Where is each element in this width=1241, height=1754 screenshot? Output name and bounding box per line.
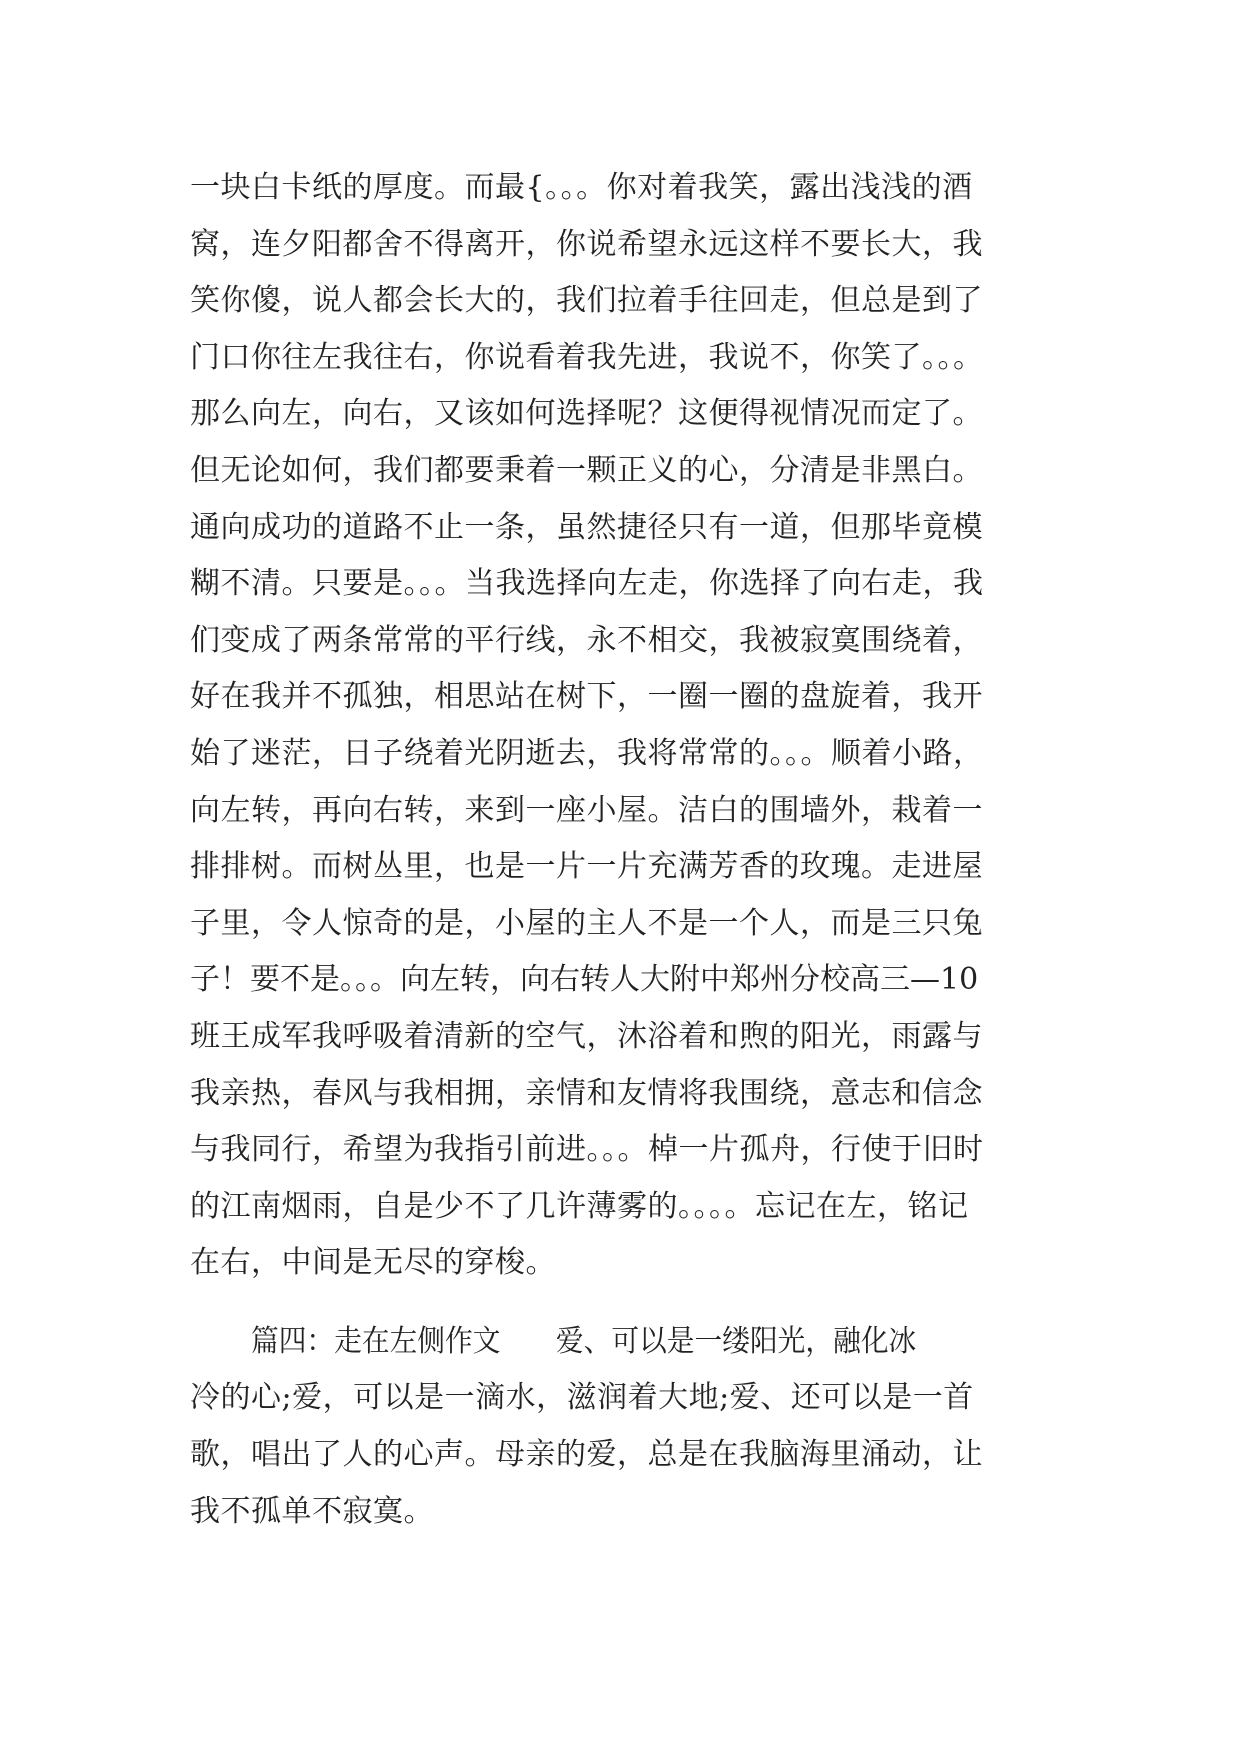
text-line: 但无论如何，我们都要秉着一颗正义的心，分清是非黑白。 [190, 452, 983, 488]
text-line: 通向成功的道路不止一条，虽然捷径只有一道，但那毕竟模 [190, 509, 983, 545]
text-line: 我不孤单不寂寞。 [190, 1493, 434, 1529]
text-line: 那么向左，向右，又该如何选择呢？这便得视情况而定了。 [190, 396, 983, 432]
text-line: 冷的心;爱，可以是一滴水，滋润着大地;爱、还可以是一首 [190, 1380, 974, 1416]
text-line: 笑你傻，说人都会长大的，我们拉着手往回走，但总是到了 [190, 283, 983, 319]
body-text [190, 160, 1060, 1540]
text-line: 篇四：走在左侧作文 爱、可以是一缕阳光，融化冰 [250, 1323, 917, 1359]
text-line: 糊不清。只要是。。。当我选择向左走，你选择了向右走，我 [190, 566, 984, 602]
paragraph-spacer [190, 1292, 1060, 1314]
paragraph-1 [190, 160, 1060, 1292]
text-line: 好在我并不孤独，相思站在树下，一圈一圈的盘旋着，我开 [190, 679, 983, 715]
text-line: 在右，中间是无尽的穿梭。 [190, 1245, 556, 1281]
text-line: 子里，令人惊奇的是，小屋的主人不是一个人，而是三只兔 [190, 905, 983, 941]
text-line: 向左转，再向右转，来到一座小屋。洁白的围墙外，栽着一 [190, 792, 983, 828]
text-line: 歌，唱出了人的心声。母亲的爱，总是在我脑海里涌动，让 [190, 1437, 983, 1473]
text-line: 一块白卡纸的厚度。而最{。。。你对着我笑，露出浅浅的酒 [190, 170, 973, 205]
text-line: 班王成军我呼吸着清新的空气，沐浴着和煦的阳光，雨露与 [190, 1018, 983, 1054]
text-line: 我亲热，春风与我相拥，亲情和友情将我围绕，意志和信念 [190, 1075, 983, 1111]
text-line: 排排树。而树丛里，也是一片一片充满芳香的玫瑰。走进屋 [190, 849, 983, 885]
text-line: 们变成了两条常常的平行线，永不相交，我被寂寞围绕着， [190, 622, 983, 658]
text-line: 的江南烟雨，自是少不了几许薄雾的。。。。忘记在左，铭记 [190, 1188, 969, 1224]
text-line: 子！要不是。。。向左转，向右转人大附中郑州分校高三—10 [190, 962, 979, 998]
text-line: 始了迷茫，日子绕着光阴逝去，我将常常的。。。顺着小路， [190, 735, 984, 771]
text-line: 门口你往左我往右，你说看着我先进，我说不，你笑了。。。 [190, 339, 984, 375]
text-line: 与我同行，希望为我指引前进。。。棹一片孤舟，行使于旧时 [190, 1132, 984, 1168]
paragraph-2 [190, 1314, 1060, 1540]
text-line: 窝，连夕阳都舍不得离开，你说希望永远这样不要长大，我 [190, 226, 983, 262]
